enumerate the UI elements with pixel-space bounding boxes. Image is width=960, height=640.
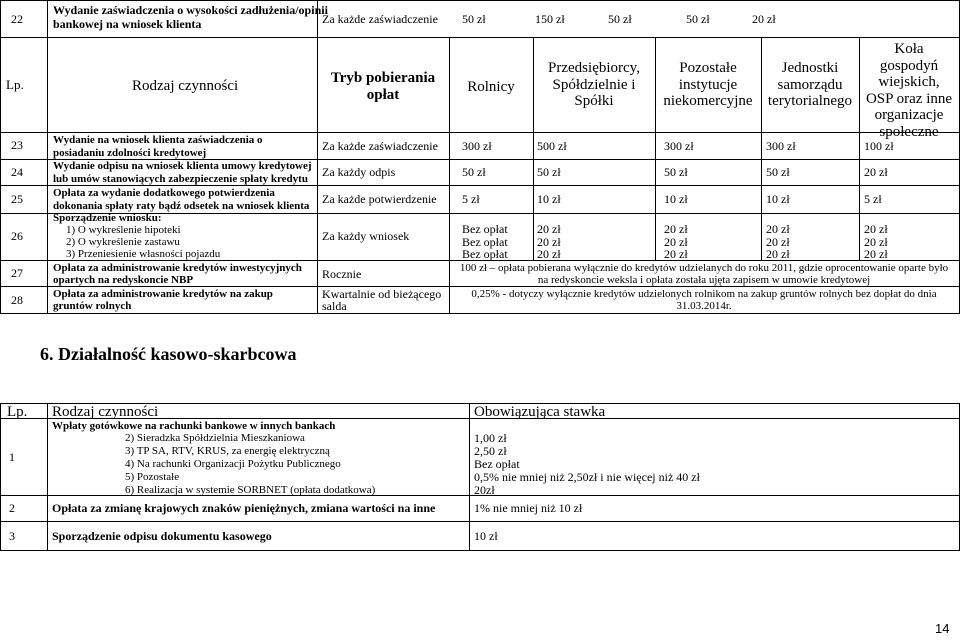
row-number: 1 (9, 450, 15, 464)
fee-value: Bez opłat (462, 247, 508, 261)
fee-value: 5 zł (462, 192, 480, 206)
row-title: Sporządzenie odpisu dokumentu kasowego (52, 529, 272, 543)
rate-value: Bez opłat (474, 457, 520, 471)
row-title: gruntów rolnych (53, 300, 132, 312)
fee-value: 50 zł (462, 12, 486, 26)
fee-mode: Za każde zaświadczenie (322, 12, 438, 26)
fee-value: 5 zł (864, 192, 882, 206)
col-header-lp: Lp. (6, 77, 24, 92)
row-title: Opłata za wydanie dodatkowego potwierdzenia (53, 187, 275, 199)
rate-value: 2,50 zł (474, 444, 507, 458)
section-heading: 6. Działalność kasowo-skarbcowa (40, 344, 297, 364)
col-header-name: Rodzaj czynności (132, 78, 239, 94)
row-number: 3 (9, 529, 15, 543)
row-number: 2 (9, 501, 15, 515)
fee-mode: Za każde zaświadczenie (322, 139, 438, 153)
fee-value: 100 zł (864, 139, 894, 153)
rate-value: 1,00 zł (474, 431, 507, 445)
fee-value: 500 zł (537, 139, 567, 153)
row-title: Opłata za administrowanie kredytów na zakup (53, 288, 273, 300)
row-number: 28 (11, 293, 23, 307)
fee-value: 20 zł (766, 247, 790, 261)
col-header-mode: Tryb pobierania opłat (330, 70, 436, 103)
rate-value: 10 zł (474, 529, 498, 543)
fee-value: 20 zł (664, 222, 688, 236)
fee-mode: Rocznie (322, 267, 362, 281)
row-number: 25 (11, 192, 23, 206)
col-header-organizations: Koła gospodyń wiejskich, OSP oraz inne organizacje społeczne (865, 41, 953, 140)
fee-value: Bez opłat (462, 235, 508, 249)
fee-value: 150 zł (535, 12, 565, 26)
fee-value: 20 zł (864, 165, 888, 179)
list-item: 1) O wykreślenie hipoteki (66, 224, 181, 236)
col-header-local-government: Jednostki samorządu terytorialnego (767, 60, 853, 109)
fee-mode: Za każde potwierdzenie (322, 192, 437, 206)
fee-value: 50 zł (766, 165, 790, 179)
col-header-lp: Lp. (7, 404, 28, 420)
col-header-entrepreneurs: Przedsiębiorcy, Spółdzielnie i Spółki (548, 60, 640, 109)
row-title: bankowej na wniosek klienta (53, 17, 202, 31)
fee-note: 100 zł – opłata pobierana wyłącznie do kredytów udzielanych do roku 2011, gdzie oprocentowanie oparte było na redyskoncie weksla i opłata została ujęta zapisem w umowie kredytowej (459, 262, 949, 287)
fee-value: 10 zł (537, 192, 561, 206)
list-item: 4) Na rachunki Organizacji Pożytku Publicznego (125, 458, 341, 470)
fee-value: 50 zł (608, 12, 632, 26)
list-item: 5) Pozostałe (125, 471, 180, 483)
page-number: 14 (935, 621, 950, 636)
fee-value: 20 zł (864, 222, 888, 236)
row-number: 22 (11, 12, 23, 26)
row-title: Wydanie zaświadczenia o wysokości zadłużenia/opinii (53, 3, 328, 17)
col-header-name: Rodzaj czynności (52, 404, 159, 420)
fee-value: 20 zł (752, 12, 776, 26)
fee-value: 20 zł (664, 235, 688, 249)
fee-value: 50 zł (686, 12, 710, 26)
list-item: 3) Przeniesienie własności pojazdu (66, 248, 221, 260)
fee-value: 300 zł (766, 139, 796, 153)
row-number: 23 (11, 138, 23, 152)
fee-value: 300 zł (462, 139, 492, 153)
row-title: dokonania spłaty raty bądź odsetek na wniosek klienta (53, 200, 310, 212)
row-title: posiadaniu zdolności kredytowej (53, 147, 207, 159)
fee-value: 20 zł (664, 247, 688, 261)
row-title: Wydanie odpisu na wniosek klienta umowy kredytowej (53, 160, 312, 172)
fee-mode: Za każdy odpis (322, 165, 396, 179)
col-header-farmers: Rolnicy (467, 79, 515, 95)
list-item: 2) Sieradzka Spółdzielnia Mieszkaniowa (125, 432, 305, 444)
fee-value: 20 zł (766, 235, 790, 249)
row-number: 24 (11, 165, 23, 179)
fee-mode: salda (322, 299, 347, 313)
row-title: Opłata za zmianę krajowych znaków pieniężnych, zmiana wartości na inne (52, 501, 436, 515)
row-title: opartych na redyskoncie NBP (53, 274, 194, 286)
fee-value: 50 zł (664, 165, 688, 179)
list-item: 3) TP SA, RTV, KRUS, za energię elektryczną (125, 445, 330, 457)
col-header-rate: Obowiązująca stawka (474, 404, 606, 420)
row-title: Sporządzenie wniosku: (53, 212, 162, 224)
fee-value: 20 zł (766, 222, 790, 236)
col-header-noncommercial: Pozostałe instytucje niekomercyjne (663, 60, 753, 109)
fee-value: 20 zł (537, 247, 561, 261)
row-title: lub umów stanowiących zabezpieczenie spłaty kredytu (53, 173, 308, 185)
fee-value: 50 zł (537, 165, 561, 179)
list-item: 6) Realizacja w systemie SORBNET (opłata dodatkowa) (125, 484, 376, 496)
fee-value: 50 zł (462, 165, 486, 179)
fee-value: Bez opłat (462, 222, 508, 236)
fee-value: 20 zł (864, 247, 888, 261)
rate-value: 0,5% nie mniej niż 2,50zł i nie więcej niż 40 zł (474, 470, 700, 484)
fee-value: 20 zł (537, 222, 561, 236)
rate-value: 20zł (474, 483, 495, 497)
fee-value: 20 zł (537, 235, 561, 249)
fee-mode: Za każdy wniosek (322, 229, 410, 243)
row-number: 27 (11, 266, 23, 280)
fee-value: 300 zł (664, 139, 694, 153)
row-title: Wydanie na wniosek klienta zaświadczenia o (53, 134, 263, 146)
row-title: Opłata za administrowanie kredytów inwestycyjnych (53, 262, 302, 274)
fee-value: 20 zł (864, 235, 888, 249)
row-number: 26 (11, 229, 23, 243)
list-item: 2) O wykreślenie zastawu (66, 236, 180, 248)
fee-mode: Kwartalnie od bieżącego (322, 287, 442, 301)
row-title: Wpłaty gotówkowe na rachunki bankowe w innych bankach (52, 420, 336, 432)
fee-value: 10 zł (766, 192, 790, 206)
fee-note: 0,25% - dotyczy wyłącznie kredytów udzielonych rolnikom na zakup gruntów rolnych bez dopłat do dnia 31.03.2014r. (471, 288, 937, 313)
fee-value: 10 zł (664, 192, 688, 206)
rate-value: 1% nie mniej niż 10 zł (474, 501, 583, 515)
